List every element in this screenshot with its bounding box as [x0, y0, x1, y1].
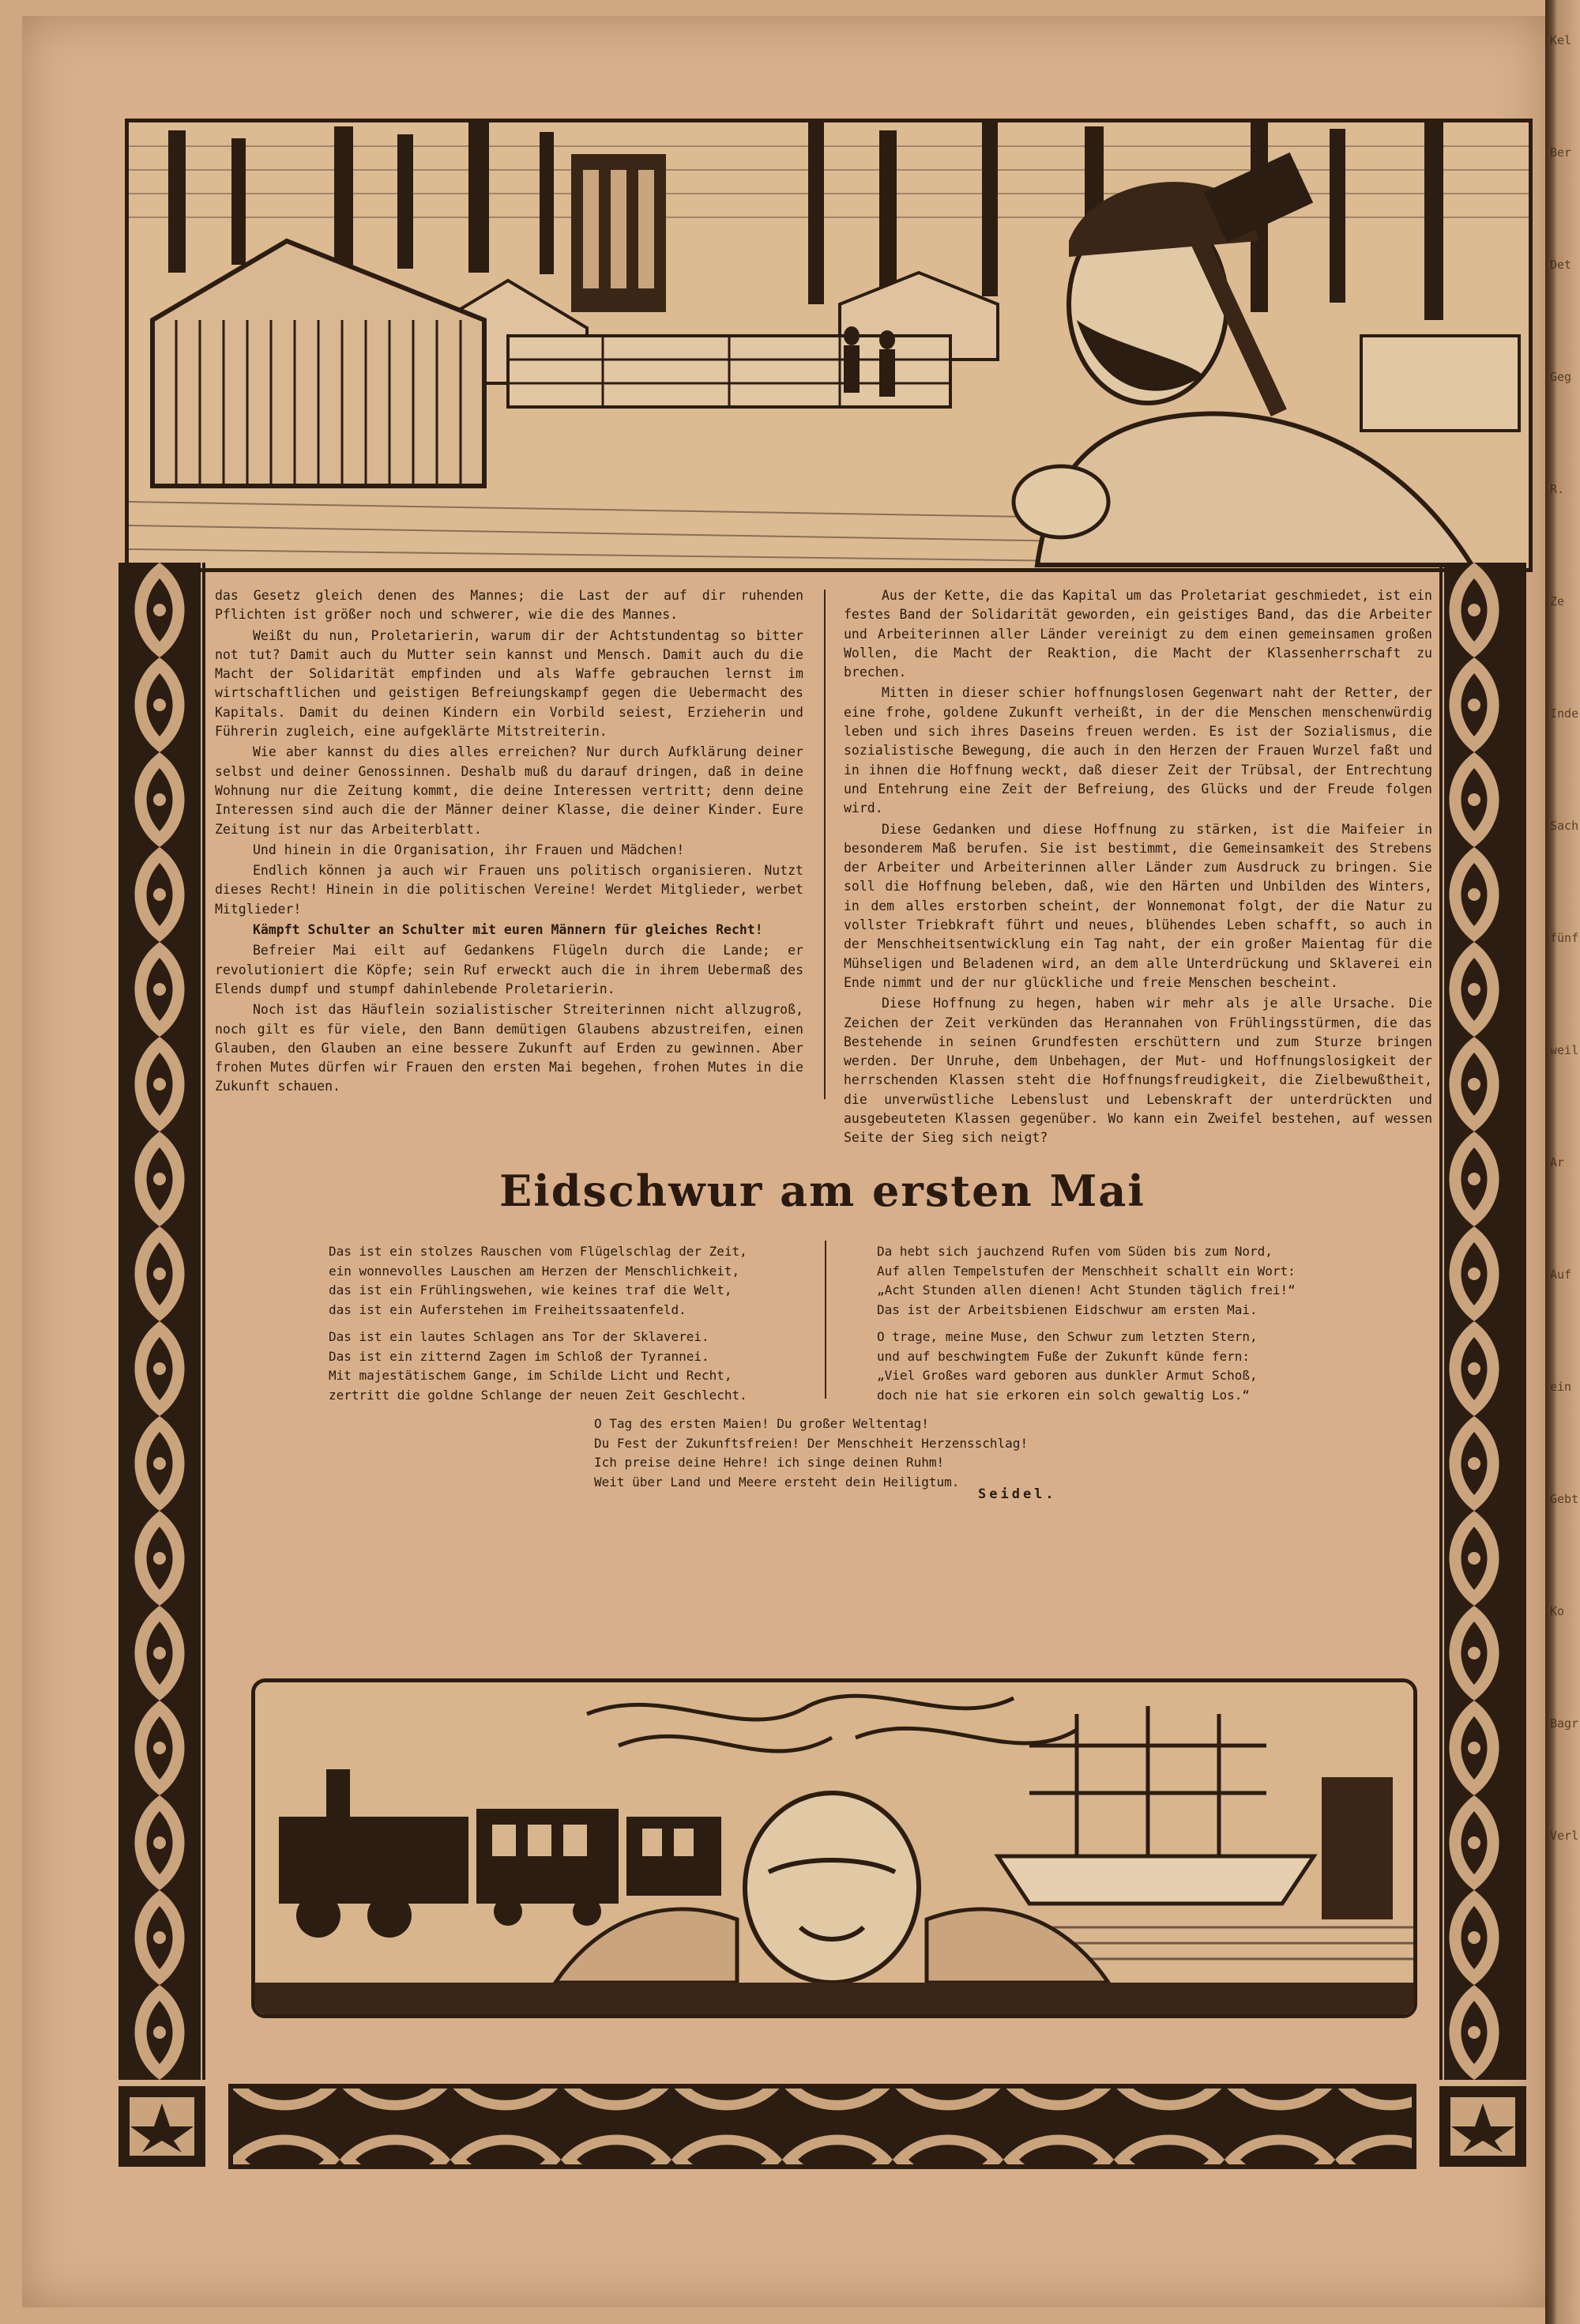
edge-fragment: Sach: [1550, 819, 1579, 833]
poem-signature: Seidel.: [978, 1486, 1057, 1502]
paragraph: Diese Hoffnung zu hegen, haben wir mehr als je alle Ursache. Die Zeichen der Zeit verkünden das Herannahen von Frühlingsstürmen, die das Bestehende in seinen Grundfesten erschüttern und zum Sturze bringen werden. Der Unruhe, dem Unbehagen, der Mut- und Hoffnungslosigkeit der herrschenden Klassen steht die Hoffnungsfreudigkeit, die Zielbewußtheit, die unverwüstliche Lebenslust und Lebenskraft der unterdrückten und ausgebeuteten Klassen gegenüber. Wo kann ein Zweifel bestehen, auf wessen Seite der Sieg sich neigt?: [844, 996, 1432, 1146]
paragraph: das Gesetz gleich denen des Mannes; die Last der auf dir ruhenden Pflichten ist größer noch und schwerer, wie die des Mannes.: [215, 588, 803, 623]
poem-line: und auf beschwingtem Fuße der Zukunft künde fern:: [877, 1348, 1251, 1364]
poem-line: Das ist der Arbeitsbienen Eidschwur am ersten Mai.: [877, 1301, 1258, 1317]
poem-line: „Acht Stunden allen dienen! Acht Stunden täglich frei!“: [877, 1283, 1296, 1298]
edge-fragment: Auf: [1550, 1267, 1572, 1282]
poem-line: Das ist ein zitternd Zagen im Schloß der Tyrannei.: [329, 1348, 709, 1364]
poem-stanza-3: [877, 1242, 1296, 1320]
poem-line: das ist ein Auferstehen im Freiheitssaatenfeld.: [329, 1301, 687, 1317]
poem-divider: [825, 1241, 826, 1399]
article-column-left: [215, 586, 803, 1098]
poem-line: doch nie hat sie erkoren ein solch gewaltig Los.“: [877, 1387, 1251, 1403]
paragraph: Aus der Kette, die das Kapital um das Proletariat geschmiedet, ist ein festes Band der Solidarität geworden, ein geistiges Band, das die Arbeiter und Arbeiterinnen aller Länder vereinigt zu dem einen gemeinsamen großen Wollen, die Macht der Reaktion, die Macht der Klassenherrschaft zu brechen.: [844, 588, 1432, 680]
edge-fragment: Geg: [1550, 370, 1572, 384]
poem-line: O trage, meine Muse, den Schwur zum letzten Stern,: [877, 1329, 1258, 1344]
poem-line: O Tag des ersten Maien! Du großer Weltentag!: [594, 1416, 929, 1431]
poem-line: „Viel Großes ward geboren aus dunkler Armut Schoß,: [877, 1368, 1258, 1383]
poem-line: Du Fest der Zukunftsfreien! Der Menschheit Herzensschlag!: [594, 1435, 1029, 1451]
paragraph: Weißt du nun, Proletarierin, warum dir der Achtstundentag so bitter not tut? Damit auch du Mutter sein kannst und Mensch. Damit auch du die Macht der Solidarität empfinden und als Waffe gebrauchen lernst im wirtschaftlichen und geistigen Befreiungskampf gegen die Uebermacht des Kapitals. Damit du deinen Kindern ein Vorbild seiest, Erzieherin und Führerin zugleich, eine aufgeklärte Mitstreiterin.: [215, 627, 803, 740]
bottom-illustration-train-ships: [251, 1678, 1417, 2018]
poem-stanza-2: [329, 1328, 747, 1405]
article-column-right: [844, 586, 1432, 1150]
poem-title: Eidschwur am ersten Mai: [499, 1166, 1146, 1216]
edge-fragment: Ar: [1550, 1155, 1565, 1170]
poem-line: Das ist ein stolzes Rauschen vom Flügelschlag der Zeit,: [329, 1244, 747, 1259]
top-illustration-worker-factory: [125, 119, 1533, 572]
column-divider: [824, 589, 826, 1099]
edge-fragment: weil: [1550, 1043, 1579, 1057]
edge-fragment: Gebt: [1550, 1492, 1579, 1506]
poem-line: Auf allen Tempelstufen der Menschheit schallt ein Wort:: [877, 1263, 1296, 1279]
edge-fragment: Inde: [1550, 706, 1579, 721]
poem-stanza-4: [877, 1328, 1258, 1405]
edge-fragment: R.: [1550, 482, 1565, 496]
paragraph: Diese Gedanken und diese Hoffnung zu stärken, ist die Maifeier in besonderem Maß berufen. Sie ist bestimmt, die Gemeinsamkeit des Strebens der Arbeiter und Arbeiterinnen aller Länder zum Ausdruck zu bringen. Sie soll die Hoffnung beleben, daß, wie den Härten und Unbilden des Winters, in dem alles erstorben scheint, der Wonnemonat folgt, der die Natur zu vollster Triebkraft führt und neues, blühendes Leben schafft, so auch in der Menschheitsentwicklung ein Tag naht, der ein großer Maientag für die Mühseligen und Beladenen wird, an dem alle Unterdrückung und Sklaverei ein Ende nimmt und der nur glückliche und freie Menschen bescheint.: [844, 821, 1432, 990]
paragraph: Noch ist das Häuflein sozialistischer Streiterinnen nicht allzugroß, noch gilt es für viele, den Bann demütigen Glaubens abzustreifen, einen Glauben, den Glauben an eine bessere Zukunft auf Erden zu gewinnen. Aber frohen Mutes dürfen wir Frauen den ersten Mai begehen, frohen Mutes in die Zukunft schauen.: [215, 1002, 803, 1094]
edge-fragment: ein: [1550, 1380, 1572, 1394]
paragraph: Und hinein in die Organisation, ihr Frauen und Mädchen!: [253, 842, 685, 857]
edge-fragment: Ze: [1550, 594, 1565, 608]
paragraph: Befreier Mai eilt auf Gedankens Flügeln durch die Lande; er revolutioniert die Köpfe; sein Ruf erweckt auch die in ihrem Uebermaß des Elends dumpf und stumpf dahinlebende Proletarierin.: [215, 943, 803, 996]
poem-stanza-1: [329, 1242, 747, 1320]
edge-fragment: fünf: [1550, 931, 1579, 945]
paragraph: Endlich können ja auch wir Frauen uns politisch organisieren. Nutzt dieses Recht! Hinein in die politischen Vereine! Werdet Mitglieder, werbet Mitglieder!: [215, 863, 803, 917]
paragraph: Wie aber kannst du dies alles erreichen? Nur durch Aufklärung deiner selbst und deiner Genossinnen. Deshalb muß du darauf dringen, daß in deine Wohnung nur die Zeitung kommt, die deine Interessen vertritt; denn deine Interessen sind auch die der Männer deiner Klasse, die deiner Kinder. Eure Zeitung ist nur das Arbeiterblatt.: [215, 744, 803, 837]
edge-fragment: Ber: [1550, 145, 1572, 160]
paragraph: Kämpft Schulter an Schulter mit euren Männern für gleiches Recht!: [253, 922, 763, 938]
edge-fragment: Det: [1550, 258, 1572, 272]
poem-stanza-5: [594, 1414, 1028, 1492]
poem-line: ein wonnevolles Lauschen am Herzen der Menschlichkeit,: [329, 1263, 740, 1279]
adjacent-page-fragments: [1550, 32, 1578, 1844]
poem-line: Das ist ein lautes Schlagen ans Tor der Sklaverei.: [329, 1329, 709, 1344]
edge-fragment: Ko: [1550, 1604, 1565, 1618]
poem-line: zertritt die goldne Schlange der neuen Zeit Geschlecht.: [329, 1387, 747, 1403]
poem-line: Da hebt sich jauchzend Rufen vom Süden bis zum Nord,: [877, 1244, 1273, 1259]
paragraph: Mitten in dieser schier hoffnungslosen Gegenwart naht der Retter, der eine frohe, goldene Zukunft verheißt, in der die Menschen menschenwürdig leben und sich ihres Daseins freuen werden. Es ist der Sozialismus, die sozialistische Bewegung, die auch in den Herzen der Frauen Wurzel faßt und in ihnen die Hoffnung weckt, daß dieser Zeit der Trübsal, der Entrechtung und Entehrung eine Zeit der Befreiung, des Glücks und der Freude folgen wird.: [844, 685, 1432, 816]
poem-line: Weit über Land und Meere ersteht dein Heiligtum.: [594, 1474, 960, 1490]
edge-fragment: Kel: [1550, 33, 1572, 47]
edge-fragment: Bagr: [1550, 1716, 1579, 1731]
edge-fragment: Verl: [1550, 1829, 1579, 1843]
poem-line: das ist ein Frühlingswehen, wie keines traf die Welt,: [329, 1283, 732, 1298]
poem-line: Ich preise deine Hehre! ich singe deinen Ruhm!: [594, 1455, 945, 1470]
poem-line: Mit majestätischem Gange, im Schilde Licht und Recht,: [329, 1368, 732, 1383]
